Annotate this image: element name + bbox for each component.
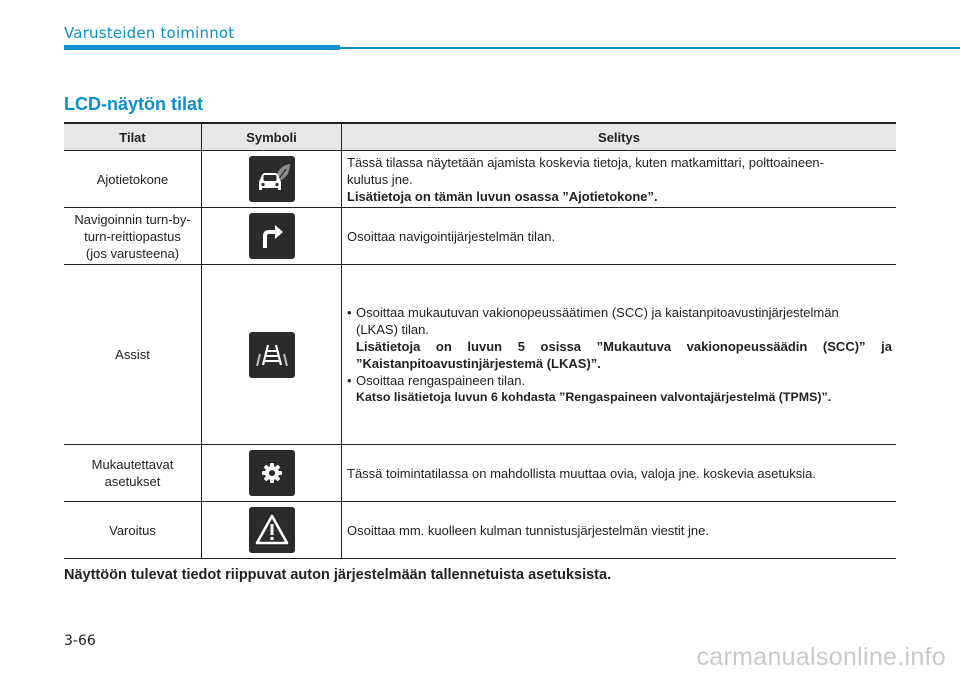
state-label: Mukautettavat asetukset [64,445,202,501]
description-text: Osoittaa mukautuvan vakionopeussäätimen (SCC) ja kaistanpitoavustinjärjestelmän [356,304,839,320]
bullet-item: • Osoittaa rengaspaineen tilan. Katso lisätietoja luvun 6 kohdasta ”Rengaspaineen valvontajärjestelmä (TPMS)”. [347,372,892,406]
section-header: Varusteiden toiminnot [64,24,235,42]
state-label: Assist [64,265,202,444]
column-header-selitys: Selitys [598,129,640,145]
state-label: Ajotietokone [64,151,202,207]
table-row [64,445,896,502]
description-text: Osoittaa mm. kuolleen kulman tunnistusjärjestelmän viestit jne. [347,522,709,538]
description-text: Osoittaa rengaspaineen tilan. [356,372,526,388]
column-header-symboli: Symboli [202,124,342,150]
footnote: Näyttöön tulevat tiedot riippuvat auton järjestelmään tallennetuista asetuksista. [64,567,612,583]
lane-assist-icon [249,332,295,378]
table-row [64,502,896,559]
description-reference: Lisätietoja on luvun 5 osissa ”Mukautuva vakionopeussäädin (SCC)” ja [356,338,892,354]
symbol-cell [202,208,342,264]
description-text: Tässä tilassa näytetään ajamista koskevia tietoja, kuten matkamittari, polttoaineen- [347,154,824,170]
table-row [64,265,896,445]
state-label: Navigoinnin turn-by- turn-reittiopastus (jos varusteena) [64,208,202,264]
modes-table [64,122,896,559]
table-row [64,151,896,208]
symbol-cell [202,502,342,558]
description-text: Tässä toimintatilassa on mahdollista muuttaa ovia, valoja jne. koskevia asetuksia. [347,465,816,481]
symbol-cell [202,265,342,444]
description-reference: Lisätietoja on tämän luvun osassa ”Ajotietokone”. [347,188,658,204]
description-text: Osoittaa navigointijärjestelmän tilan. [347,228,556,244]
description [342,445,896,501]
description [342,265,896,444]
watermark: carmanualsonline.info [696,643,946,671]
description-reference: ”Kaistanpitoavustinjärjestemä (LKAS)”. [356,355,601,371]
table-header [64,124,896,151]
description [342,208,896,264]
description-text: (LKAS) tilan. [356,321,429,337]
warning-triangle-icon [249,507,295,553]
description [342,151,896,207]
turn-right-arrow-icon [249,213,295,259]
description-text: kulutus jne. [347,171,413,187]
page-number: 3-66 [64,633,96,649]
description [342,502,896,558]
gear-icon [249,450,295,496]
bullet-item: • Osoittaa mukautuvan vakionopeussäätimen (SCC) ja kaistanpitoavustinjärjestelmän (LKAS) tilan. Lisätietoja on luvun 5 osissa ”Mukautuva vakionopeussäädin (SCC)” ja ”Kaistanpitoavustinjärjestemä (LKAS)”. [347,304,892,371]
table-row [64,208,896,265]
symbol-cell [202,151,342,207]
car-leaf-icon [249,156,295,202]
page-title: LCD-näytön tilat [64,94,203,114]
symbol-cell [202,445,342,501]
header-rule-thick [64,45,340,50]
state-label: Varoitus [64,502,202,558]
description-reference: Katso lisätietoja luvun 6 kohdasta ”Rengaspaineen valvontajärjestelmä (TPMS)”. [356,389,832,404]
column-header-tilat: Tilat [64,124,202,150]
header-rule-thin [340,47,960,49]
